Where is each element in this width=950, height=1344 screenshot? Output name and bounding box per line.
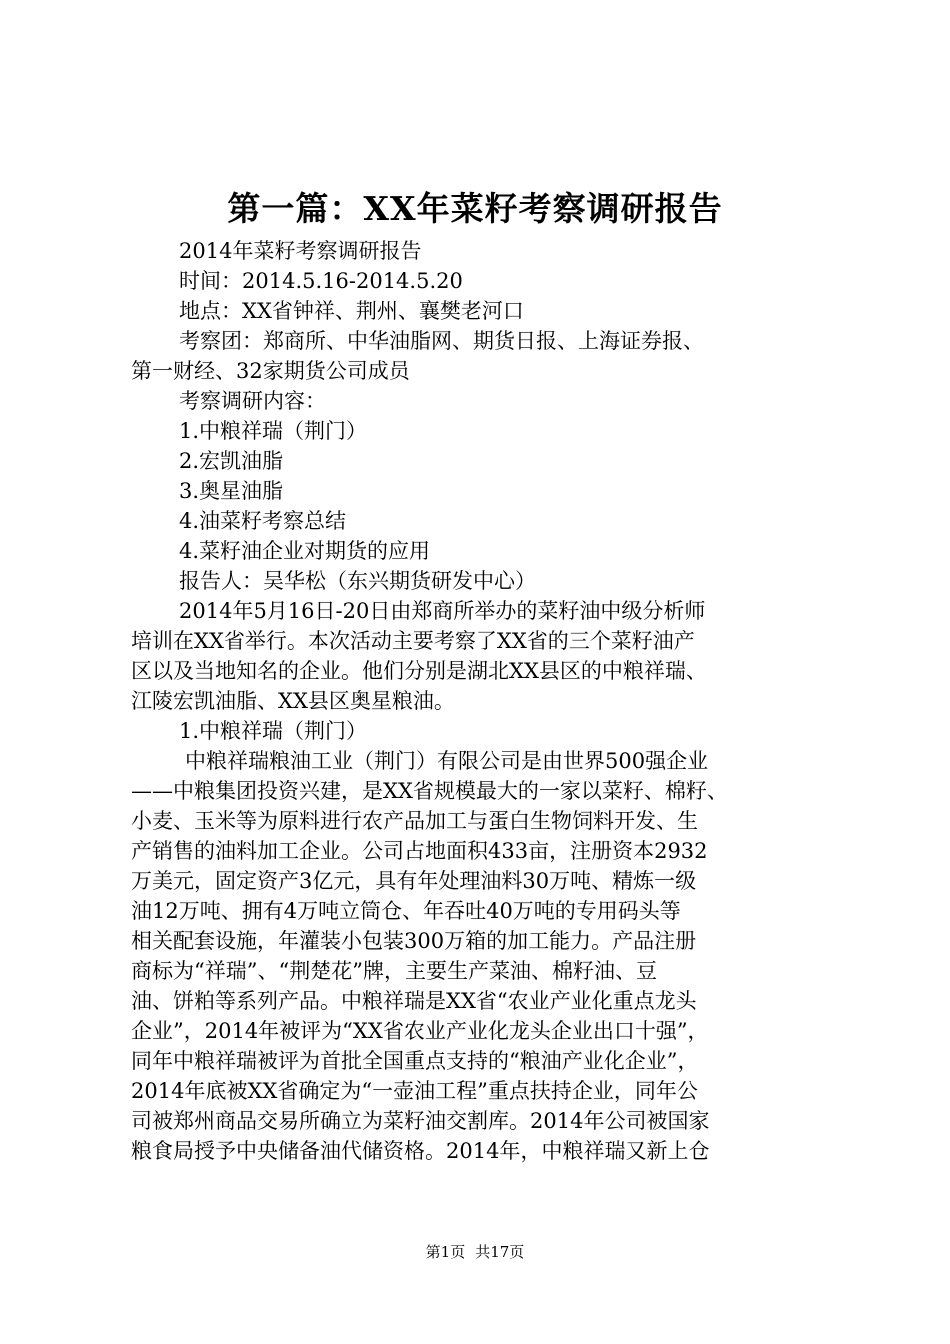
paragraph-line: 培训在XX省举行。本次活动主要考察了XX省的三个菜籽油产 [131,629,695,653]
paragraph-line: 司被郑州商品交易所确立为菜籽油交割库。2014年公司被国家 [131,1109,710,1133]
section-heading: 1.中粮祥瑞（荆门） [179,719,368,743]
paragraph-line: 2014年5月16日-20日由郑商所举办的菜籽油中级分析师 [179,599,706,623]
reporter-line: 报告人：吴华松（东兴期货研发中心） [179,569,536,593]
page-footer [0,1242,950,1262]
paragraph-line: 粮食局授予中央储备油代储资格。2014年，中粮祥瑞又新上仓 [131,1139,710,1163]
time-line: 时间：2014.5.16-2014.5.20 [179,269,463,293]
paragraph-line: 油12万吨、拥有4万吨立筒仓、年吞吐40万吨的专用码头等 [131,899,681,923]
paragraph-line: 区以及当地知名的企业。他们分别是湖北XX县区的中粮祥瑞、 [131,659,707,683]
paragraph-line: 商标为“祥瑞”、“荆楚花”牌，主要生产菜油、棉籽油、豆 [131,959,657,983]
contents-heading: 考察调研内容： [179,389,326,413]
subtitle-line: 2014年菜籽考察调研报告 [179,239,422,263]
paragraph-line: ——中粮集团投资兴建，是XX省规模最大的一家以菜籽、棉籽、 [131,779,728,803]
paragraph-line: 油、饼粕等系列产品。中粮祥瑞是XX省“农业产业化重点龙头 [131,989,697,1013]
paragraph-line: 中粮祥瑞粮油工业（荆门）有限公司是由世界500强企业 [185,749,709,773]
paragraph-line: 相关配套设施，年灌装小包装300万箱的加工能力。产品注册 [131,929,697,953]
paragraph-line: 同年中粮祥瑞被评为首批全国重点支持的“粮油产业化企业”， [131,1049,699,1073]
paragraph-line: 2014年底被XX省确定为“一壶油工程”重点扶持企业，同年公 [131,1079,698,1103]
contents-item: 3.奥星油脂 [179,479,284,503]
paragraph-line: 产销售的油料加工企业。公司占地面积433亩，注册资本2932 [131,839,708,863]
page-number: 第1页 [425,1243,466,1261]
paragraph-line: 万美元，固定资产3亿元，具有年处理油料30万吨、精炼一级 [131,869,697,893]
delegation-line-cont: 第一财经、32家期货公司成员 [131,359,410,383]
paragraph-line: 江陵宏凯油脂、XX县区奥星粮油。 [131,689,455,713]
page-total: 共17页 [475,1243,525,1261]
document-title: 第一篇：XX年菜籽考察调研报告 [227,189,723,228]
contents-item: 4.油菜籽考察总结 [179,509,347,533]
contents-item: 4.菜籽油企业对期货的应用 [179,539,431,563]
location-line: 地点：XX省钟祥、荆州、襄樊老河口 [179,299,524,323]
document-body [131,236,843,1166]
contents-item: 2.宏凯油脂 [179,449,284,473]
contents-item: 1.中粮祥瑞（荆门） [179,419,368,443]
delegation-line: 考察团：郑商所、中华油脂网、期货日报、上海证券报、 [179,329,704,353]
paragraph-line: 小麦、玉米等为原料进行农产品加工与蛋白生物饲料开发、生 [131,809,698,833]
paragraph-line: 企业”，2014年被评为“XX省农业产业化龙头企业出口十强”， [131,1019,709,1043]
